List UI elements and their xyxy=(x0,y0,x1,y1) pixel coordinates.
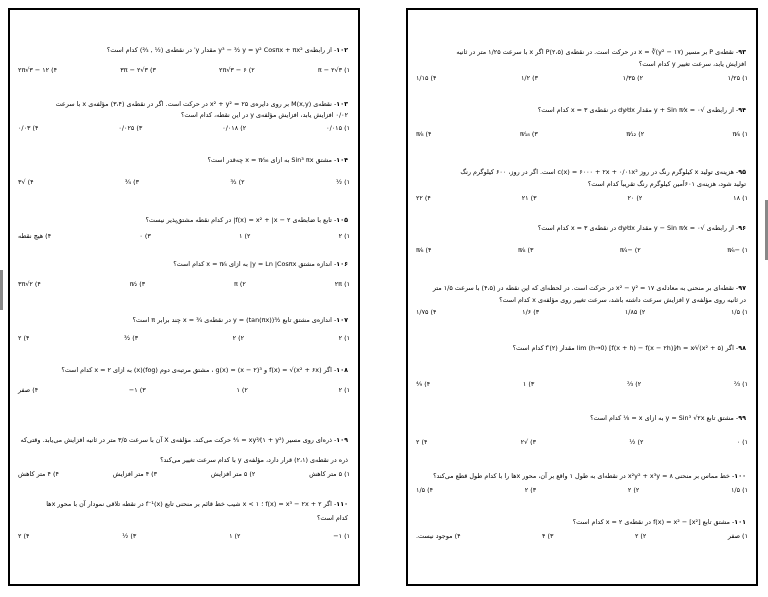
question-number: ۱۰۶ xyxy=(336,260,348,268)
question-108 xyxy=(18,366,348,375)
option-3[interactable]: ۳) ۴ متر افزایش xyxy=(112,470,158,478)
option-3[interactable]: ۳) π⁄₈ xyxy=(517,246,534,254)
question-text: - ذره‌ای روی مسیر xy²⁄(۱ + y²) = ⅘ حرکت می‌کند. مؤلفه‌ی X آن با سرعت ۳/۵ متر در ثانیه افزایش می‌یابد. وقتی‌که xyxy=(20,436,337,444)
question-number: ۱۰۹ xyxy=(336,436,348,444)
options-106 xyxy=(18,280,350,288)
question-text: - هزینه‌ی تولید x کیلوگرم رنگ در روز c(x) = ۶۰۰۰ + ۲x + ۰/۰۱x² است. اگر در روز، ۶۰۰ کیلوگرم رنگ xyxy=(460,168,739,176)
question-text: - اگر f(x) = x³ − ۲x + ۲ ؛ x < ۱ شیب خط قائم بر منحنی تابع f⁻¹(x) در نقطه تلاقی نمودار آن با محور xها xyxy=(46,500,337,508)
option-1[interactable]: ۱) ۲ xyxy=(338,232,350,240)
options-97 xyxy=(416,308,748,316)
options-98 xyxy=(416,380,748,388)
right-page xyxy=(406,8,758,586)
question-number: ۱۰۱ xyxy=(734,518,746,526)
question-number: ۹۵ xyxy=(738,168,746,176)
question-109 xyxy=(18,436,348,445)
option-1[interactable]: ۱) π⁄₆ xyxy=(732,130,748,138)
question-text: - اندازه مشتق y = Ln |Cosπx| به ازای x = π⁄₄ کدام است؟ xyxy=(173,260,337,268)
question-text-line2: در ثانیه روی مؤلفه‌ی y افزایش سرعت داشته باشد، سرعت تغییر روی مؤلفه‌ی x کدام است؟ xyxy=(499,296,746,304)
question-number: ۱۰۴ xyxy=(336,156,348,164)
question-number: ۱۰۲ xyxy=(336,46,348,54)
question-number: ۱۰۷ xyxy=(336,316,348,324)
question-text: - مشتق Sin³ πx به ازای x = π⁄₃₆ چه‌قدر است؟ xyxy=(207,156,337,164)
question-98 xyxy=(416,344,746,353)
question-text: - خط مماس بر منحنی x²y² + x³y = ۸ در نقطه‌ای به طول ۱ واقع بر آن، محور xها را با کدام طول قطع می‌کند؟ xyxy=(433,472,735,480)
question-100 xyxy=(416,472,746,481)
options-93 xyxy=(416,74,748,82)
option-3[interactable]: ۳) ۱/۲ xyxy=(521,74,538,82)
option-4[interactable]: ۴) هیچ نقطه xyxy=(18,232,52,240)
question-text: - اگر f(x) = √(x² + ۶x) و g(x) = (x − ۲)³ ، مشتق مرتبه‌ی دوم (fog)(x) به ازای x = ۲ کدام است؟ xyxy=(61,366,337,374)
option-2[interactable]: ۲) ۱ xyxy=(236,386,248,394)
option-2[interactable]: ۲) −π⁄₄ xyxy=(619,246,641,254)
question-97-line2 xyxy=(416,296,746,305)
question-109-line2 xyxy=(18,456,348,465)
options-96 xyxy=(416,246,748,254)
options-109 xyxy=(18,470,350,478)
question-110 xyxy=(18,500,348,509)
options-102 xyxy=(18,66,350,74)
option-1[interactable]: ۱) ۲π xyxy=(334,280,350,288)
option-1[interactable]: ۱) ۱/۲۵ xyxy=(727,74,748,82)
option-4[interactable]: ۴) ۲ xyxy=(18,532,30,540)
option-4[interactable]: ۴) ۱/۱۵ xyxy=(416,74,437,82)
question-number: ۹۳ xyxy=(738,48,746,56)
options-107 xyxy=(18,334,350,342)
options-103 xyxy=(18,124,350,132)
question-text: - نقطه‌ای بر منحنی به معادله‌ی x² − y² = ۱۷ در حرکت است. در لحظه‌ای که این نقطه در (۴،۵) با سرعت ۱/۵ متر xyxy=(432,284,739,292)
option-3[interactable]: ۳) ۱ xyxy=(522,380,535,388)
option-3[interactable]: ۳) ½ xyxy=(122,532,137,540)
question-number: ۱۱۰ xyxy=(336,500,348,508)
option-2[interactable]: ۲) ۵ متر افزایش xyxy=(210,470,256,478)
option-2[interactable]: ۲) ۲ xyxy=(634,532,647,540)
option-2[interactable]: ۲) ⅔ xyxy=(626,380,642,388)
option-1[interactable]: ۱) π − ۲√۳ xyxy=(317,66,350,74)
question-text-line2: ذره در نقطه‌ی (۲،۱) قرار دارد، مؤلفه‌ی y با کدام سرعت تغییر می‌کند؟ xyxy=(160,456,348,464)
question-number: ۱۰۳ xyxy=(336,100,348,108)
question-number: ۱۰۸ xyxy=(336,366,348,374)
left-page xyxy=(8,8,360,586)
question-95-line2 xyxy=(416,180,746,189)
option-3[interactable]: ۳) ۰ xyxy=(139,232,151,240)
option-4[interactable]: ۴) موجود نیست. xyxy=(416,532,461,540)
option-3[interactable]: ۳) ۲ xyxy=(524,486,537,494)
question-number: ۹۶ xyxy=(738,224,746,232)
option-1[interactable]: ۱) −π⁄₆ xyxy=(727,246,748,254)
question-number: ۹۷ xyxy=(738,284,746,292)
question-text: - اندازه‌ی مشتق تابع y = (tan(πx))³⁄₂ در نقطه‌ی x = ³⁄₄ چند برابر π است؟ xyxy=(132,316,337,324)
question-103-line2 xyxy=(18,111,348,120)
option-2[interactable]: ۲) ۱/۳۵ xyxy=(622,74,643,82)
options-100 xyxy=(416,486,748,494)
option-1[interactable]: ۱) ۵ متر کاهش xyxy=(309,470,350,478)
option-1[interactable]: ۱) ۰ xyxy=(736,438,748,446)
question-text: - مشتق تابع y = Sin³ √۲x به ازای x = ⅛ کدام است؟ xyxy=(590,414,739,422)
question-102 xyxy=(18,46,348,55)
option-4[interactable]: ۴) π⁄₆ xyxy=(416,246,432,254)
question-number: ۱۰۰ xyxy=(734,472,746,480)
question-93 xyxy=(416,48,746,57)
question-number: ۹۸ xyxy=(738,344,746,352)
option-1[interactable]: ۱) ۲ xyxy=(338,334,350,342)
question-96 xyxy=(416,224,746,233)
option-3[interactable]: ۳) ³⁄₂ xyxy=(123,334,139,342)
option-3[interactable]: ۳) ۱− xyxy=(128,386,146,394)
question-text: - اگر lim (h→0) [f(x + h) − f(x − ۲h)]⁄h = x⁄√(x² + ۵) مقدار f′(۲) کدام است؟ xyxy=(512,344,739,352)
question-text: - از رابطه‌ی √y + Sin π⁄x = ۰ مقدار dy⁄dx در نقطه‌ی x = ۳ کدام است؟ xyxy=(537,106,739,114)
option-1[interactable]: ۱) ۰/۰۱۵ xyxy=(326,124,350,132)
option-3[interactable]: ۳) π⁄₁₈ xyxy=(519,130,538,138)
question-text-line2: کدام است؟ xyxy=(317,514,348,522)
question-text: - نقطه‌ی M(x,y) بر روی دایره‌ی x² + y² = ۲۵ در حرکت است. اگر در نقطه‌ی (۳،۴) مؤلفه‌ی x با سرعت xyxy=(55,100,337,108)
options-104 xyxy=(18,178,350,186)
options-108 xyxy=(18,386,350,394)
option-1[interactable]: ۱) ۱/۵ xyxy=(731,486,748,494)
option-3[interactable]: ۳) ۲۱ xyxy=(521,194,537,202)
option-2[interactable]: ۲) ³⁄₂ xyxy=(230,178,245,186)
question-103 xyxy=(18,100,348,109)
option-2[interactable]: ۲) ۲۰ xyxy=(627,194,643,202)
option-3[interactable]: ۳) ³⁄₄ xyxy=(124,178,140,186)
question-text: - تابع با ضابطه‌ی f(x) = x² + |x − ۲| در کدام نقطه مشتق‌پذیر نیست؟ xyxy=(145,216,337,224)
options-95 xyxy=(416,194,748,202)
option-2[interactable]: ۲) ۲π√۳ − ۶ xyxy=(219,66,255,74)
option-2[interactable]: ۲) ۰/۰۱۸ xyxy=(222,124,247,132)
option-2[interactable]: ۲) π xyxy=(234,280,246,288)
question-99 xyxy=(416,414,746,423)
option-2[interactable]: ۲) ۲ xyxy=(232,334,245,342)
option-4[interactable]: ۴) ۲ xyxy=(416,438,428,446)
option-4[interactable]: ۴) ۰/۰۳ xyxy=(18,124,39,132)
option-4[interactable]: ۴) ⁴⁄₉ xyxy=(416,380,431,388)
option-4[interactable]: ۴) ۱/۵ xyxy=(416,486,434,494)
option-1[interactable]: ۱) ½ xyxy=(335,178,350,186)
question-110-line2 xyxy=(18,514,348,523)
options-110 xyxy=(18,532,350,540)
option-3[interactable]: ۳) ۳π − ۲√۳ xyxy=(120,66,156,74)
option-4[interactable]: ۴) ۲ xyxy=(18,334,30,342)
question-number: ۹۹ xyxy=(738,414,746,422)
option-1[interactable]: ۱) ⅔ xyxy=(733,380,748,388)
question-101 xyxy=(416,518,746,527)
question-text: - مشتق تابع f(x) = x² − [x²] در نقطه‌ی x = ۲ کدام است؟ xyxy=(572,518,735,526)
option-3[interactable]: ۳) π⁄₂ xyxy=(129,280,146,288)
question-93-line2 xyxy=(416,60,746,69)
option-4[interactable]: ۴) ۱۲ − ۲π√۳ xyxy=(18,66,58,74)
option-3[interactable]: ۳) ۴ xyxy=(542,532,554,540)
question-95 xyxy=(416,168,746,177)
option-1[interactable]: ۱) ۱۸ xyxy=(733,194,748,202)
question-number: ۹۴ xyxy=(738,106,746,114)
option-4[interactable]: ۴) √۳ xyxy=(18,178,34,186)
options-105 xyxy=(18,232,350,240)
question-105 xyxy=(18,216,348,225)
question-text: - نقطه‌ی P بر مسیر x = ∛(y² − ۱۷) در حرکت است. در نقطه‌ی P(۲،۵) اگر x با سرعت ۱/۲۵ متر در ثانیه xyxy=(456,48,739,56)
options-101 xyxy=(416,532,748,540)
option-3[interactable]: ۳) ۱/۶ xyxy=(522,308,540,316)
options-99 xyxy=(416,438,748,446)
question-text-line2: افزایش یابد، سرعت تغییر y کدام است؟ xyxy=(638,60,746,68)
option-1[interactable]: ۱) ۲ xyxy=(338,386,350,394)
question-106 xyxy=(18,260,348,269)
question-text-line2: تولید شود، هزینه‌ی ۶۰۱اُمین کیلوگرم رنگ تقریباً کدام است؟ xyxy=(587,180,746,188)
option-4[interactable]: ۴) ۲√۳π xyxy=(18,280,41,288)
question-number: ۱۰۵ xyxy=(336,216,348,224)
question-104 xyxy=(18,156,348,165)
option-4[interactable]: ۴) ۴ متر کاهش xyxy=(18,470,59,478)
question-94 xyxy=(416,106,746,115)
options-94 xyxy=(416,130,748,138)
page-edge-mark-left xyxy=(0,270,3,310)
option-4[interactable]: ۴) ۲۲ xyxy=(416,194,431,202)
option-2[interactable]: ۲) ۱/۸۵ xyxy=(624,308,646,316)
question-97 xyxy=(416,284,746,293)
question-text-line2: ۰/۰۲ افزایش یابد، افزایش مؤلفه‌ی y در این نقطه، کدام است؟ xyxy=(181,111,348,119)
option-4[interactable]: ۴) ۱/۷۵ xyxy=(416,308,437,316)
option-2[interactable]: ۲) ۱ xyxy=(229,532,241,540)
option-2[interactable]: ۲) π⁄₁₂ xyxy=(626,130,645,138)
option-1[interactable]: ۱) ۱− xyxy=(333,532,350,540)
option-2[interactable]: ۲) ۱ xyxy=(238,232,251,240)
question-text: - از رابطه‌ی √y − Sin π⁄x = ۰ مقدار dy⁄dx در نقطه‌ی x = ۳ کدام است؟ xyxy=(537,224,739,232)
question-107 xyxy=(18,316,348,325)
option-4[interactable]: ۴) π⁄₈ xyxy=(416,130,432,138)
option-3[interactable]: ۳) ۰/۰۲۵ xyxy=(118,124,143,132)
option-1[interactable]: ۱) صفر xyxy=(727,532,748,540)
option-2[interactable]: ۲) ½ xyxy=(629,438,644,446)
option-2[interactable]: ۲) ۲ xyxy=(627,486,640,494)
option-1[interactable]: ۱) ۱/۵ xyxy=(731,308,748,316)
option-3[interactable]: ۳) √۲ xyxy=(520,438,537,446)
question-text: - از رابطه‌ی y³ − ³⁄₂ y = y² Cosπx + πx² مقدار y′ در نقطه‌ی (½ , ²⁄₃) کدام است؟ xyxy=(106,46,337,54)
option-4[interactable]: ۴) صفر xyxy=(18,386,39,394)
